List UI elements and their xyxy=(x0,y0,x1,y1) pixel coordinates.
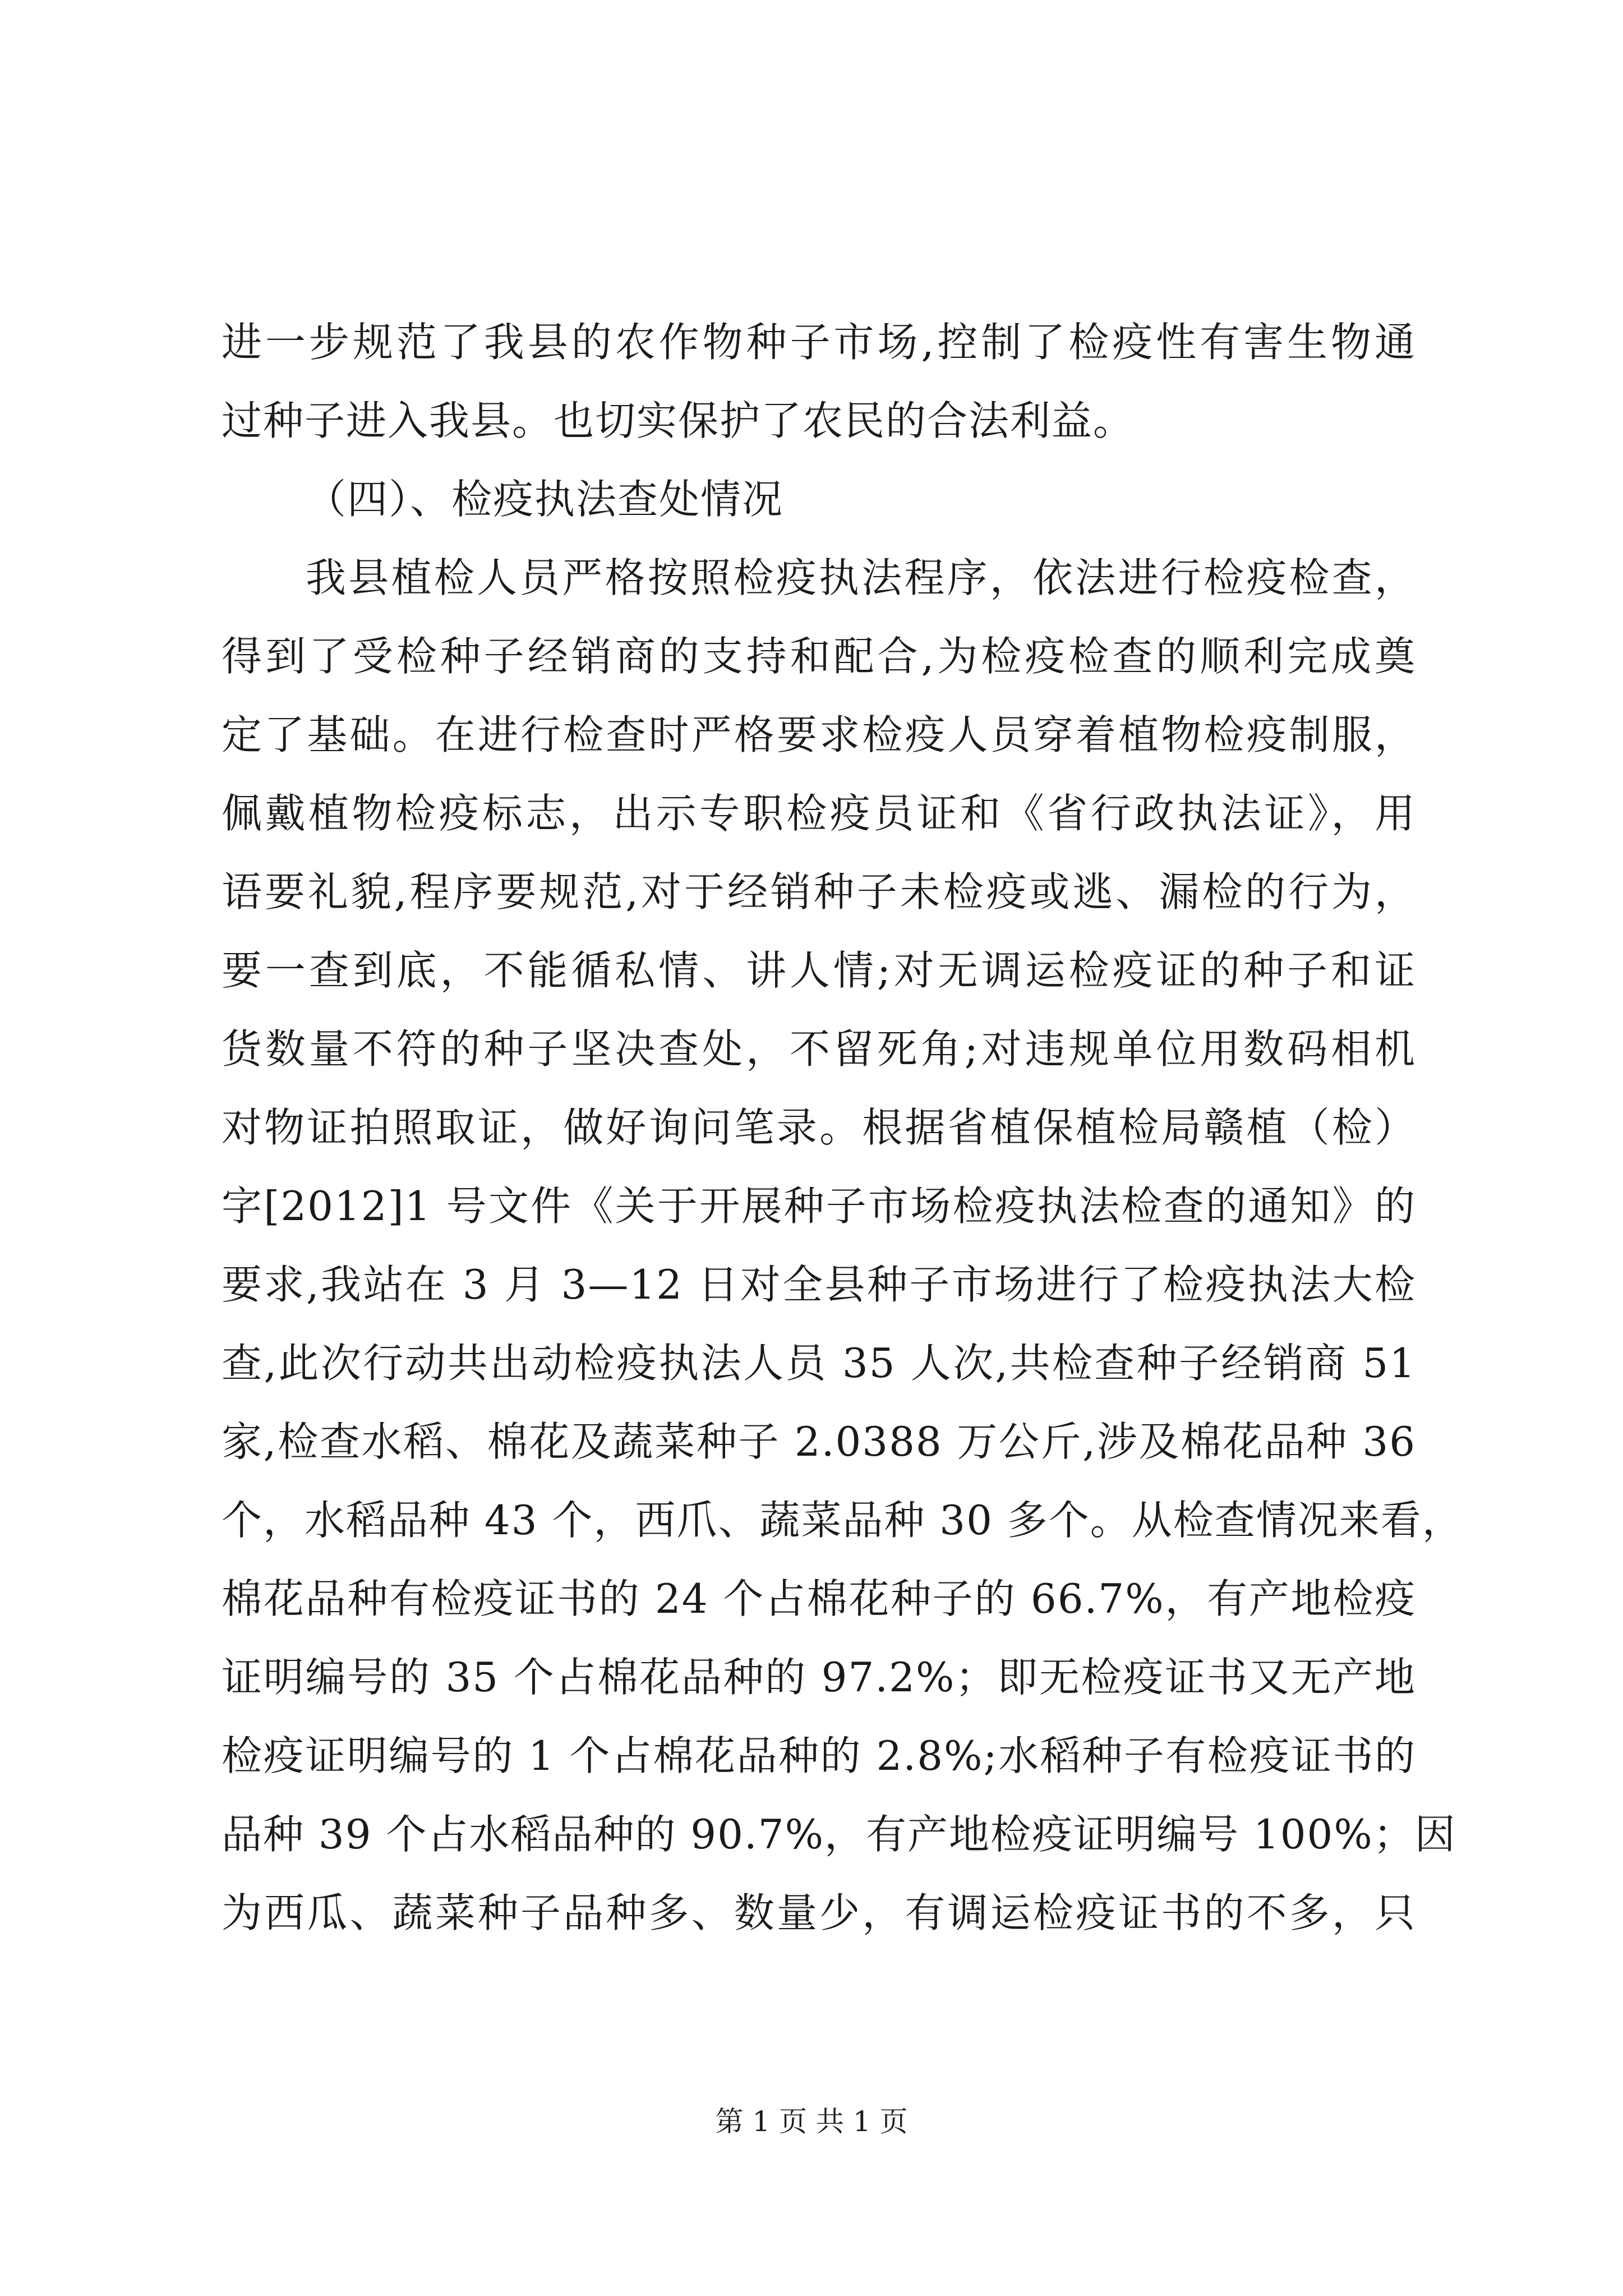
text-line: 棉花品种有检疫证书的 24 个占棉花种子的 66.7%，有产地检疫 xyxy=(222,1575,1416,1622)
text-line: 定了基础。在进行检查时严格要求检疫人员穿着植物检疫制服， xyxy=(222,711,1416,758)
text-line: 我县植检人员严格按照检疫执法程序，依法进行检疫检查， xyxy=(306,554,1416,601)
text-line: 得到了受检种子经销商的支持和配合,为检疫检查的顺利完成奠 xyxy=(222,633,1416,680)
text-line: 个，水稻品种 43 个，西爪、蔬菜品种 30 多个。从检查情况来看， xyxy=(222,1497,1464,1544)
section-heading: （四）、检疫执法查处情况 xyxy=(306,476,784,523)
document-body xyxy=(222,303,1464,1952)
text-line: 佩戴植物检疫标志，出示专职检疫员证和《省行政执法证》，用 xyxy=(222,790,1416,837)
text-line: 查,此次行动共出动检疫执法人员 35 人次,共检查种子经销商 51 xyxy=(222,1340,1416,1387)
text-line: 货数量不符的种子坚决查处，不留死角;对违规单位用数码相机 xyxy=(222,1025,1416,1073)
text-line: 字[2012]1 号文件《关于开展种子市场检疫执法检查的通知》的 xyxy=(222,1182,1416,1230)
text-line: 语要礼貌,程序要规范,对于经销种子未检疫或逃、漏检的行为， xyxy=(222,868,1416,915)
text-line: 要一查到底，不能循私情、讲人情;对无调运检疫证的种子和证 xyxy=(222,947,1416,994)
page-number-label: 第 1 页 共 1 页 xyxy=(715,2105,908,2138)
text-line: 检疫证明编号的 1 个占棉花品种的 2.8%;水稻种子有检疫证书的 xyxy=(222,1732,1416,1779)
page-footer xyxy=(0,2105,1623,2138)
text-line: 品种 39 个占水稻品种的 90.7%，有产地检疫证明编号 100%；因 xyxy=(222,1811,1456,1858)
text-line: 过种子进入我县。也切实保护了农民的合法利益。 xyxy=(222,397,1135,444)
text-line: 证明编号的 35 个占棉花品种的 97.2%；即无检疫证书又无产地 xyxy=(222,1654,1416,1701)
text-line: 家,检查水稻、棉花及蔬菜种子 2.0388 万公斤,涉及棉花品种 36 xyxy=(222,1418,1416,1465)
text-line: 进一步规范了我县的农作物种子市场,控制了检疫性有害生物通 xyxy=(222,319,1416,366)
text-line: 为西瓜、蔬菜种子品种多、数量少，有调运检疫证书的不多，只 xyxy=(222,1889,1416,1936)
text-line: 要求,我站在 3 月 3—12 日对全县种子市场进行了检疫执法大检 xyxy=(222,1261,1416,1308)
text-line: 对物证拍照取证，做好询问笔录。根据省植保植检局赣植（检） xyxy=(222,1104,1416,1151)
